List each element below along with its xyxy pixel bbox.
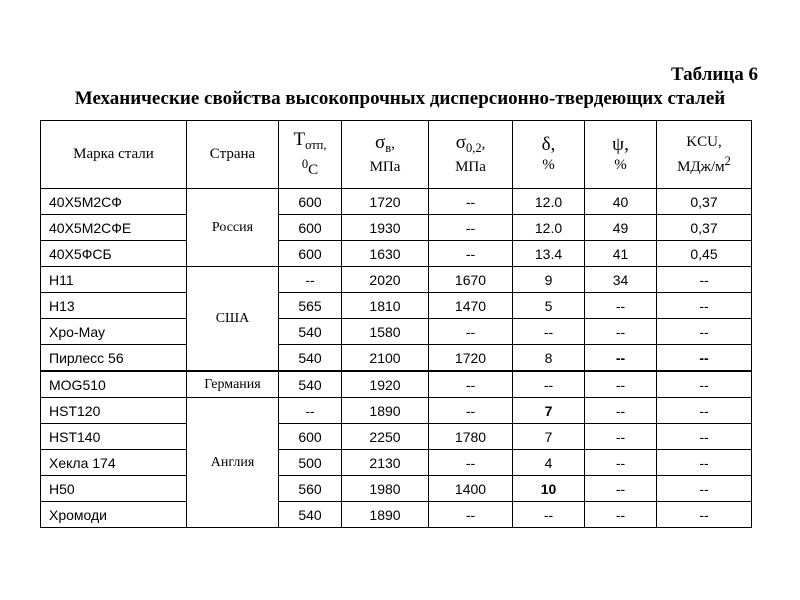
- cell-reduction: --: [585, 502, 657, 528]
- cell-elongation: 7: [513, 398, 585, 424]
- cell-reduction: 34: [585, 267, 657, 293]
- cell-impact: --: [657, 319, 752, 345]
- cell-elongation: 9: [513, 267, 585, 293]
- sigma-b-comma: ,: [391, 135, 395, 152]
- table-caption: Таблица 6: [670, 64, 758, 85]
- cell-grade: Хекла 174: [41, 450, 187, 476]
- temp-unit-sup: 0: [301, 156, 309, 171]
- cell-temper-temp: 600: [279, 189, 342, 215]
- header-tensile-strength: [342, 121, 429, 189]
- cell-grade: HST140: [41, 424, 187, 450]
- cell-country-germany: Германия: [187, 371, 279, 398]
- cell-yield: 1670: [429, 267, 513, 293]
- cell-impact: 0,37: [657, 189, 752, 215]
- sigma-b-subscript: в: [385, 140, 392, 155]
- cell-impact: --: [657, 450, 752, 476]
- cell-elongation: 13.4: [513, 241, 585, 267]
- header-country: Страна: [187, 121, 279, 189]
- cell-temper-temp: --: [279, 398, 342, 424]
- table-row: [41, 424, 752, 450]
- delta-unit: %: [542, 156, 555, 173]
- cell-reduction: --: [585, 450, 657, 476]
- cell-temper-temp: 600: [279, 215, 342, 241]
- cell-country-russia: Россия: [187, 189, 279, 267]
- cell-yield: --: [429, 502, 513, 528]
- cell-temper-temp: --: [279, 267, 342, 293]
- cell-grade: Хромоди: [41, 502, 187, 528]
- cell-temper-temp: 540: [279, 345, 342, 372]
- cell-reduction: 41: [585, 241, 657, 267]
- cell-yield: 1400: [429, 476, 513, 502]
- cell-elongation: 4: [513, 450, 585, 476]
- cell-temper-temp: 600: [279, 424, 342, 450]
- cell-tensile: 1580: [342, 319, 429, 345]
- header-yield-strength: [429, 121, 513, 189]
- cell-impact: 0,45: [657, 241, 752, 267]
- table-row: [41, 241, 752, 267]
- cell-elongation: --: [513, 371, 585, 398]
- cell-grade: Хро-Мау: [41, 319, 187, 345]
- cell-tensile: 1920: [342, 371, 429, 398]
- sigma-02-unit: МПа: [455, 158, 486, 175]
- table-row: [41, 267, 752, 293]
- cell-temper-temp: 540: [279, 502, 342, 528]
- cell-grade: Н11: [41, 267, 187, 293]
- cell-elongation: --: [513, 319, 585, 345]
- table-title: Механические свойства высокопрочных дисперсионно-твердеющих сталей: [74, 88, 726, 109]
- kcu-unit: МДж/м: [677, 158, 725, 175]
- cell-temper-temp: 540: [279, 319, 342, 345]
- header-temper-temp: [279, 121, 342, 189]
- delta-symbol: δ,: [541, 133, 556, 155]
- cell-tensile: 2020: [342, 267, 429, 293]
- cell-elongation: 5: [513, 293, 585, 319]
- cell-country-usa: США: [187, 267, 279, 372]
- steel-properties-table: [40, 120, 752, 528]
- header-row: [41, 121, 752, 189]
- sigma-b-symbol: σ: [375, 131, 386, 153]
- temp-unit: C: [308, 161, 319, 178]
- cell-elongation: 12.0: [513, 215, 585, 241]
- header-grade: Марка стали: [41, 121, 187, 189]
- cell-yield: 1470: [429, 293, 513, 319]
- cell-impact: --: [657, 424, 752, 450]
- table-row: [41, 345, 752, 372]
- table-row: [41, 371, 752, 398]
- cell-yield: --: [429, 319, 513, 345]
- header-elongation: [513, 121, 585, 189]
- cell-tensile: 1890: [342, 502, 429, 528]
- kcu-label: KCU,: [686, 133, 722, 150]
- sigma-02-subscript: 0,2: [465, 140, 482, 155]
- cell-temper-temp: 600: [279, 241, 342, 267]
- cell-grade: 40Х5М2СФ: [41, 189, 187, 215]
- sigma-02-comma: ,: [481, 135, 486, 152]
- temp-symbol: T: [293, 128, 306, 150]
- cell-yield: --: [429, 241, 513, 267]
- cell-grade: 40Х5М2СФЕ: [41, 215, 187, 241]
- cell-impact: --: [657, 371, 752, 398]
- cell-yield: --: [429, 450, 513, 476]
- cell-impact: --: [657, 476, 752, 502]
- cell-country-england: Англия: [187, 398, 279, 528]
- cell-reduction: --: [585, 345, 657, 372]
- cell-tensile: 2100: [342, 345, 429, 372]
- sigma-b-unit: МПа: [369, 158, 401, 175]
- cell-elongation: 7: [513, 424, 585, 450]
- cell-yield: --: [429, 189, 513, 215]
- temp-subscript: отп,: [305, 137, 327, 152]
- header-reduction: [585, 121, 657, 189]
- cell-reduction: --: [585, 371, 657, 398]
- sigma-02-symbol: σ: [455, 131, 466, 153]
- cell-temper-temp: 540: [279, 371, 342, 398]
- cell-impact: --: [657, 345, 752, 372]
- table-row: [41, 293, 752, 319]
- cell-yield: --: [429, 371, 513, 398]
- cell-yield: --: [429, 215, 513, 241]
- cell-tensile: 1810: [342, 293, 429, 319]
- cell-impact: --: [657, 293, 752, 319]
- cell-tensile: 2130: [342, 450, 429, 476]
- cell-tensile: 1630: [342, 241, 429, 267]
- cell-elongation: 12.0: [513, 189, 585, 215]
- table-row: [41, 189, 752, 215]
- table-row: [41, 215, 752, 241]
- cell-temper-temp: 500: [279, 450, 342, 476]
- cell-reduction: 49: [585, 215, 657, 241]
- cell-reduction: --: [585, 398, 657, 424]
- cell-grade: Н50: [41, 476, 187, 502]
- cell-temper-temp: 565: [279, 293, 342, 319]
- cell-reduction: 40: [585, 189, 657, 215]
- cell-reduction: --: [585, 476, 657, 502]
- cell-reduction: --: [585, 424, 657, 450]
- cell-tensile: 1720: [342, 189, 429, 215]
- table-row: [41, 502, 752, 528]
- cell-yield: 1780: [429, 424, 513, 450]
- cell-tensile: 1980: [342, 476, 429, 502]
- cell-tensile: 2250: [342, 424, 429, 450]
- cell-grade: MOG510: [41, 371, 187, 398]
- cell-elongation: --: [513, 502, 585, 528]
- cell-grade: Н13: [41, 293, 187, 319]
- cell-elongation: 8: [513, 345, 585, 372]
- table-row: [41, 398, 752, 424]
- table-row: [41, 476, 752, 502]
- cell-grade: 40Х5ФСБ: [41, 241, 187, 267]
- cell-temper-temp: 560: [279, 476, 342, 502]
- cell-reduction: --: [585, 319, 657, 345]
- cell-grade: Пирлесс 56: [41, 345, 187, 372]
- cell-impact: --: [657, 502, 752, 528]
- cell-tensile: 1890: [342, 398, 429, 424]
- cell-impact: 0,37: [657, 215, 752, 241]
- psi-symbol: ψ,: [612, 133, 629, 155]
- cell-impact: --: [657, 398, 752, 424]
- header-impact: [657, 121, 752, 189]
- cell-yield: 1720: [429, 345, 513, 372]
- table-row: [41, 319, 752, 345]
- cell-elongation: 10: [513, 476, 585, 502]
- cell-yield: --: [429, 398, 513, 424]
- cell-tensile: 1930: [342, 215, 429, 241]
- table-row: [41, 450, 752, 476]
- cell-impact: --: [657, 267, 752, 293]
- cell-grade: HST120: [41, 398, 187, 424]
- kcu-unit-sup: 2: [724, 153, 731, 168]
- cell-reduction: --: [585, 293, 657, 319]
- psi-unit: %: [614, 156, 627, 173]
